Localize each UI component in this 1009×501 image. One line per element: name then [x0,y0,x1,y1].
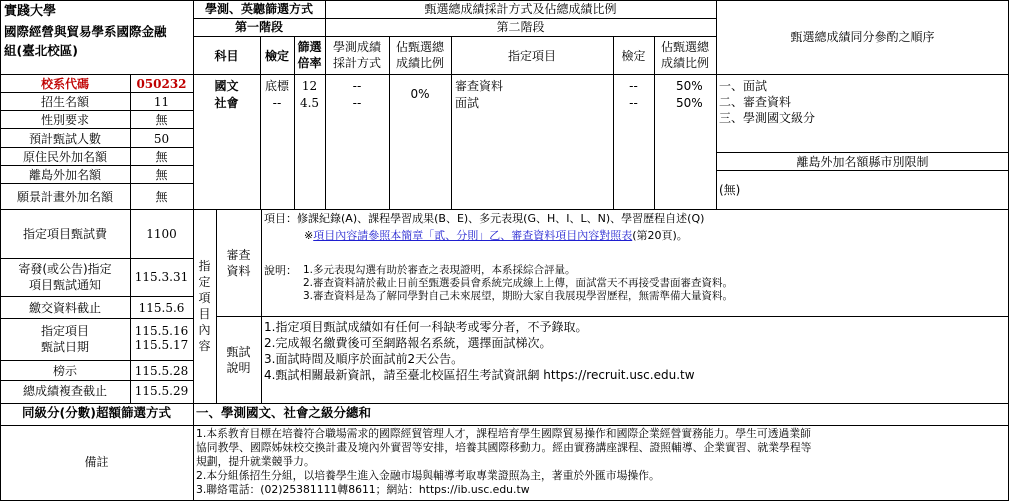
stage1-check-2: -- [272,96,282,110]
exam-date-label-l2: 甄試日期 [40,340,89,354]
review-deadline-label: 總成績複查截止 [22,384,107,398]
remarks-line-5: 3.聯絡電話：(02)25381111轉8611；網站：https://ib.usc.edu.tw [196,483,530,496]
col-share2-l1: 佔甄選總 [660,40,709,54]
interview-note-2: 2.完成報名繳費後可至網路報名系統，選擇面試梯次。 [264,336,552,350]
review-ref: ※項目內容請參照本簡章「貳、分則」乙、審查資料項目內容對照表(第20頁)。 [304,229,688,242]
result-label: 榜示 [52,364,77,378]
col-share-l1: 佔甄選總 [395,40,444,54]
stage2-subtitle: 第二階段 [496,20,545,34]
order-3: 三、學測國文級分 [719,111,816,125]
fee-label: 指定項目甄試費 [22,227,107,241]
exam-date-label-l1: 指定項目 [40,324,89,338]
indigenous-label: 原住民外加名額 [22,150,107,164]
quota-value: 11 [153,95,170,109]
interview-note-3: 3.面試時間及順序於面試前2天公告。 [264,352,464,366]
stage2-item-share-1: 50% [676,79,703,93]
stage2-item-check-2: -- [629,96,638,110]
notice-label-l1: 寄發(或公告)指定 [18,262,112,276]
note-3: 3.審查資料是為了解同學對自己未來展望，期盼大家自我展現學習歷程，無需準備大量資料。 [303,290,734,302]
stage2-item-2: 面試 [455,96,480,110]
expected-label: 預計甄試人數 [28,132,101,146]
vision-label: 願景計畫外加名額 [16,190,113,204]
code-label: 校系代碼 [40,77,89,91]
stage2-xc-1: -- [352,79,362,93]
stage2-title: 甄選總成績採計方式及佔總成績比例 [424,2,617,16]
dept-name-line2: 組(臺北校區) [4,43,78,58]
vision-value: 無 [155,190,168,204]
interview-label-l1: 甄試 [226,345,251,359]
review-label-l1: 審查 [226,248,251,262]
overflow-label: 同級分(分數)超額篩選方式 [22,405,171,420]
interview-label-l2: 說明 [226,361,251,375]
stage1-check-1: 底標 [264,79,289,93]
stage1-subtitle: 第一階段 [234,20,283,34]
col-check: 檢定 [264,49,289,63]
result-value: 115.5.28 [134,364,189,378]
review-items: 項目：修課紀錄(A)、課程學習成果(B、E)、多元表現(G、H、I、L、N)、學習歷程自述(Q) [264,212,705,225]
stage2-share: 0% [410,87,430,101]
stage1-title: 學測、英聽篩選方式 [204,2,313,16]
order-2: 二、審查資料 [719,95,792,109]
stage1-subject-2: 社會 [214,96,239,110]
review-deadline-value: 115.5.29 [134,384,189,398]
stage1-ratio-1: 12 [301,79,318,93]
note-2: 2.審查資料請於截止日前至甄選委員會系統完成線上上傳，面試當天不再接受書面審查資料。 [303,277,734,289]
remarks-line-4: 2.本分組係招生分組，以培養學生進入金融市場與輔導考取專業證照為主，著重於外匯市場操作。 [196,469,660,482]
quota-label: 招生名額 [40,95,89,109]
indigenous-value: 無 [155,150,168,164]
notice-value: 115.3.31 [134,270,189,284]
col-xc-l2: 採計方式 [332,56,381,70]
notice-label-l2: 項目甄試通知 [28,278,101,292]
col-check2: 檢定 [621,49,646,63]
island-limit-value: (無) [719,183,741,197]
expected-value: 50 [153,132,170,146]
code-value: 050232 [136,77,187,91]
gender-label: 性別要求 [40,113,89,127]
island-limit-title: 離島外加名額縣市別限制 [796,155,929,169]
fee-value: 1100 [146,227,177,241]
notes-prefix: 說明： [264,264,297,277]
remarks-line-1: 1.本系教育目標在培養符合職場需求的國際經貿管理人才，課程培育學生國際貿易操作和國際企業經營實務能力。學生可透過業師 [196,427,811,440]
col-ratio-l1: 篩選 [297,40,322,54]
dept-name-line1: 國際經營與貿易學系國際金融 [4,24,167,39]
review-ref-link[interactable]: 項目內容請參照本簡章「貳、分則」乙、審查資料項目內容對照表 [313,229,633,242]
col-share2-l2: 成績比例 [660,56,709,70]
col-ratio-l2: 倍率 [297,56,322,70]
note-1: 1.多元表現勾選有助於審查之表現證明，本系採綜合評量。 [303,264,576,276]
interview-note-1: 1.指定項目甄試成績如有任何一科缺考或零分者，不予錄取。 [264,320,588,334]
interview-note-4: 4.甄試相關最新資訊，請至臺北校區招生考試資訊網 https://recruit.usc.edu.tw [264,368,695,382]
stage1-ratio-2: 4.5 [299,96,320,110]
gender-value: 無 [155,113,168,127]
designated-vertical-label: 指 定 項 目 內 容 [198,259,211,353]
submit-value: 115.5.6 [138,301,185,315]
col-share-l2: 成績比例 [395,56,444,70]
school-name: 實踐大學 [4,4,57,19]
island-label: 離島外加名額 [28,168,101,182]
exam-date-value-l1: 115.5.16 [134,324,189,338]
remarks-line-3: 規劃，提升就業競爭力。 [196,455,315,468]
order-title: 甄選總成績同分參酌之順序 [790,30,935,44]
review-label-l2: 資料 [226,264,251,278]
remarks-label: 備註 [84,455,109,469]
island-value: 無 [155,168,168,182]
order-1: 一、面試 [719,79,768,93]
overflow-value: 一、學測國文、社會之級分總和 [196,405,372,420]
col-xc-l1: 學測成績 [332,40,381,54]
remarks-line-2: 協同教學、國際姊妹校交換計畫及境內外實習等安排，培養其國際移動力。經由實務講座課程、證照輔導、企業實習、就業學程等 [196,441,812,454]
stage2-item-check-1: -- [629,79,638,93]
col-subject: 科目 [214,49,239,63]
stage1-subject-1: 國文 [214,79,239,93]
stage2-item-1: 審查資料 [455,79,504,93]
stage2-item-share-2: 50% [676,96,703,110]
submit-label: 繳交資料截止 [28,301,101,315]
exam-date-value-l2: 115.5.17 [134,338,189,352]
col-item: 指定項目 [507,49,556,63]
stage2-xc-2: -- [352,96,362,110]
